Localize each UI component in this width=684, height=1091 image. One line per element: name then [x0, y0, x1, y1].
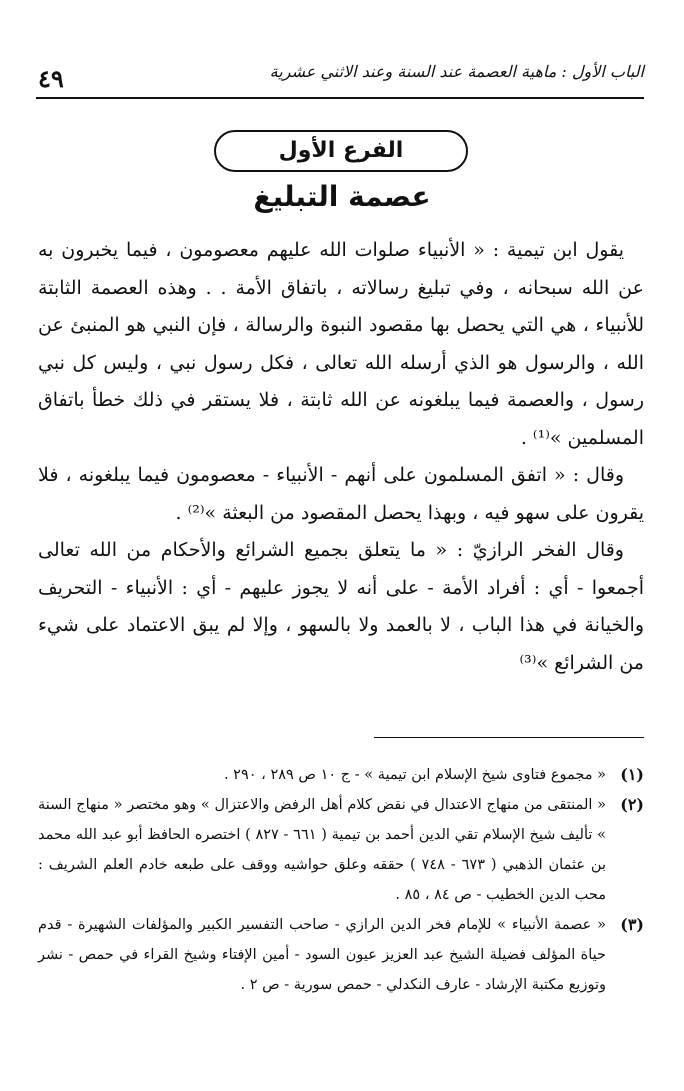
section-label: الفرع الأول — [278, 138, 404, 163]
footnote-rule — [374, 737, 644, 738]
footnote — [38, 790, 644, 910]
body-text — [38, 232, 644, 682]
body-paragraph: يقول ابن تيمية : « الأنبياء صلوات الله عليهم معصومون ، فيما يخبرون به عن الله سبحانه ، وفي تبليغ رسالاته ، باتفاق الأمة . . وهذه العصمة الثابتة للأنبياء ، هي التي يحصل بها مقصود النبوة والرسالة ، فإن النبي هو المنبئ عن الله ، والرسول هو الذي أرسله الله تعالى ، فكل رسول نبي ، وليس كل نبي رسول ، والعصمة فيما يبلغونه عن الله ثابتة ، فلا يستقر في ذلك خطأ باتفاق المسلمين »⁽¹⁾ . — [38, 239, 644, 449]
footnote — [38, 760, 644, 790]
footnote-number: (١) — [620, 765, 644, 784]
body-paragraph: وقال الفخر الرازيّ : « ما يتعلق بجميع الشرائع والأحكام من الله تعالى أجمعوا - أي : أفراد الأمة - على أنه لا يجوز عليهم - أي : الأنبياء - التحريف والخيانة في هذا الباب ، لا بالعمد ولا بالسهو ، وإلا لم يبق الاعتماد على شيء من الشرائع »⁽³⁾ — [38, 539, 644, 674]
footnote-text: « مجموع فتاوى شيخ الإسلام ابن تيمية » - ج ١٠ ص ٢٨٩ ، ٢٩٠ . — [223, 767, 606, 783]
section-label-box — [214, 130, 468, 172]
footnote-number: (٢) — [620, 795, 644, 814]
page-header — [36, 52, 644, 102]
page-number: ٤٩ — [38, 64, 64, 93]
header-rule — [36, 97, 644, 99]
body-paragraph: وقال : « اتفق المسلمون على أنهم - الأنبياء - معصومون فيما يبلغونه ، فلا يقرون على سهو فيه ، وبهذا يحصل المقصود من البعثة »⁽²⁾ . — [38, 464, 644, 524]
section-title: عصمة التبليغ — [253, 180, 431, 213]
footnote — [38, 910, 644, 1000]
footnote-text: « المنتقى من منهاج الاعتدال في نقض كلام أهل الرفض والاعتزال » وهو مختصر « منهاج السنة » تأليف شيخ الإسلام تقي الدين أحمد بن تيمية ( ٦٦١ - ٨٢٧ ) اختصره الحافظ أبو عبد الله محمد بن عثمان الذهبي ( ٦٧٣ - ٧٤٨ ) حققه وعلق حواشيه ووقف على طبعه خادم العلم الشريف : محب الدين الخطيب - ص ٨٤ ، ٨٥ . — [38, 797, 606, 903]
footnote-text: « عصمة الأنبياء » للإمام فخر الدين الرازي - صاحب التفسير الكبير والمؤلفات الشهيرة - قدم حياة المؤلف فضيلة الشيخ عبد العزيز عيون السود - أمين الإفتاء وشيخ القراء في حمص - نشر وتوزيع مكتبة الإرشاد - عارف النكدلي - حمص سورية - ص ٢ . — [38, 917, 606, 993]
footnote-number: (٣) — [620, 915, 644, 934]
footnotes — [38, 760, 644, 1000]
running-head: الباب الأول : ماهية العصمة عند السنة وعند الاثني عشرية — [269, 62, 644, 81]
